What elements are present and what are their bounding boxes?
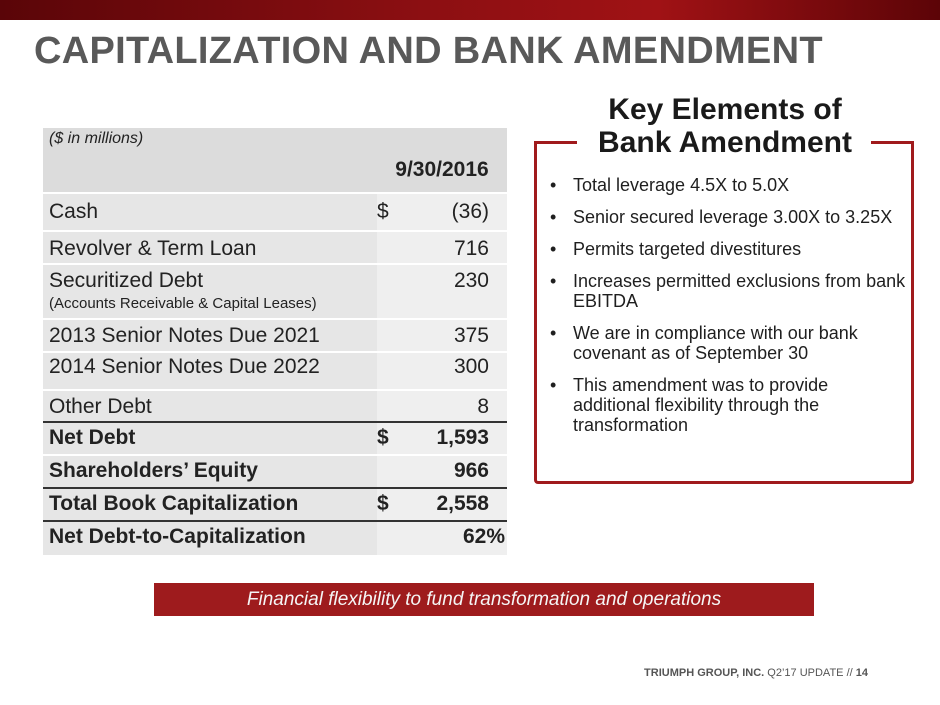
row-value: 62% [462,525,505,548]
table-row [43,352,507,390]
table-row [43,390,507,422]
row-value-cell [377,319,507,352]
list-item: • We are in compliance with our bank covenant as of September 30 [548,323,908,363]
units-label: ($ in millions) [43,128,377,193]
table-row [43,455,507,488]
row-sublabel: (Accounts Receivable & Capital Leases) [49,295,317,312]
row-value: 716 [453,237,489,260]
list-item: • Senior secured leverage 3.00X to 3.25X [548,207,908,227]
box-border-segment [871,141,914,144]
row-value-cell [377,455,507,488]
dollar-sign: $ [377,492,389,515]
row-label: Securitized Debt [49,269,204,292]
footer [644,667,868,679]
table-row [43,521,507,555]
capitalization-table [43,128,507,555]
page-number: 14 [855,667,868,679]
list-item: • Increases permitted exclusions from bank EBITDA [548,271,908,311]
list-item: • This amendment was to provide additional flexibility through the transformation [548,375,908,435]
row-label: 2014 Senior Notes Due 2022 [43,352,377,390]
row-label: 2013 Senior Notes Due 2021 [43,319,377,352]
table-row [43,422,507,455]
list-item: • Permits targeted divestitures [548,239,908,259]
row-value-cell [377,488,507,521]
top-accent-bar [0,0,940,20]
dollar-sign: $ [377,200,389,223]
row-value-cell [377,422,507,455]
table-row [43,264,507,319]
summary-banner: Financial flexibility to fund transformation and operations [154,583,814,616]
row-value: 2,558 [436,492,489,515]
table-row [43,319,507,352]
footer-update: Q2’17 UPDATE // [767,667,853,679]
table-row [43,231,507,264]
list-item: • Total leverage 4.5X to 5.0X [548,175,908,195]
table-row [43,193,507,231]
table-row [43,488,507,521]
row-value-cell [377,193,507,231]
row-value: 8 [477,395,489,418]
row-label: Shareholders’ Equity [43,455,377,488]
row-value: 375 [453,324,489,347]
row-label: Total Book Capitalization [43,488,377,521]
row-value: 1,593 [436,426,489,449]
row-value: 230 [453,269,489,292]
row-label: Net Debt-to-Capitalization [43,521,377,555]
dollar-sign: $ [377,426,389,449]
box-border-segment [534,141,577,144]
row-value: 966 [453,459,489,482]
row-label: Cash [43,193,377,231]
date-header: 9/30/2016 [377,128,507,193]
key-elements-list [548,175,908,447]
row-value-cell [377,352,507,390]
row-label: Revolver & Term Loan [43,231,377,264]
row-label: Net Debt [43,422,377,455]
row-label: Other Debt [43,390,377,422]
slide-title: CAPITALIZATION AND BANK AMENDMENT [34,30,823,72]
row-value-cell [377,521,507,555]
row-value-cell [377,390,507,422]
row-value-cell [377,231,507,264]
table-header-row [43,128,507,193]
row-label-cell [43,264,377,319]
row-value: (36) [451,200,489,223]
row-value: 300 [453,355,489,378]
row-value-cell [377,264,507,319]
key-elements-title-line1: Key Elements of [608,93,842,126]
footer-company: TRIUMPH GROUP, INC. [644,667,765,679]
key-elements-title-line2: Bank Amendment [598,126,852,159]
